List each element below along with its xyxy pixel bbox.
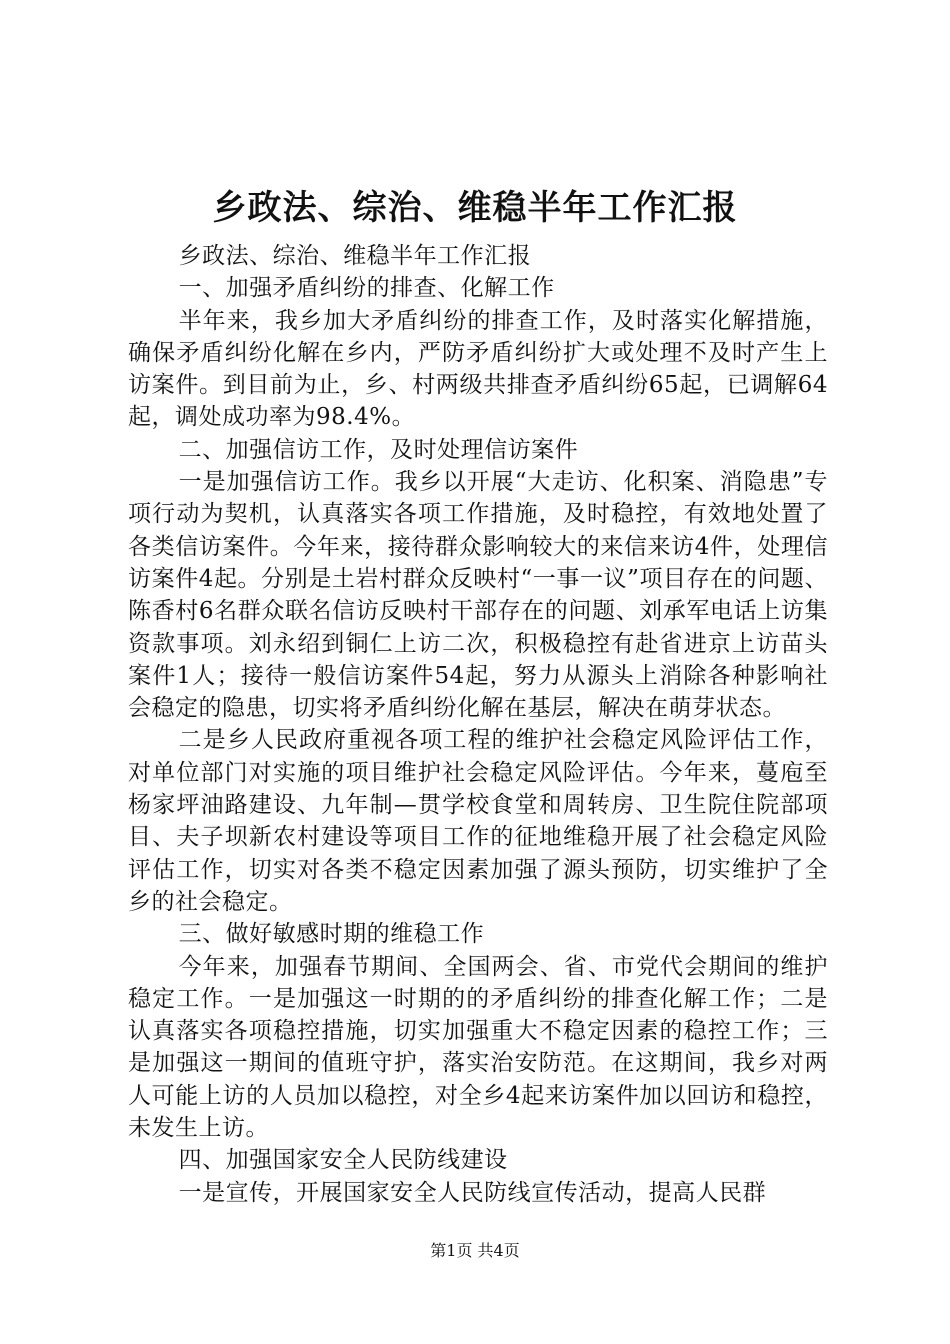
section-heading-1: 一、加强矛盾纠纷的排查、化解工作 (178, 275, 555, 302)
section-heading-3: 三、做好敏感时期的维稳工作 (178, 921, 485, 948)
page-indicator: 第1页 共4页 (430, 1241, 520, 1260)
page-footer (0, 1241, 950, 1261)
paragraph: 一是加强信访工作。我乡以开展“大走访、化积案、消隐患”专项行动为契机，认真落实各项工作措施，及时稳控，有效地处置了各类信访案件。今年来，接待群众影响较大的来信来访4件，处理信访案件4起。分别是土岩村群众反映村“一事一议”项目存在的问题、陈香村6名群众联名信访反映村干部存在的问题、刘承军电话上访集资款事项。刘永绍到铜仁上访二次，积极稳控有赴省进京上访苗头案件1人；接待一般信访案件54起，努力从源头上消除各种影响社会稳定的隐患，切实将矛盾纠纷化解在基层，解决在萌芽状态。 (128, 469, 828, 722)
document-body (128, 240, 828, 1209)
section-heading-4: 四、加强国家安全人民防线建设 (178, 1147, 508, 1174)
paragraph: 今年来，加强春节期间、全国两会、省、市党代会期间的维护稳定工作。一是加强这一时期的的矛盾纠纷的排查化解工作；二是认真落实各项稳控措施，切实加强重大不稳定因素的稳控工作；三是加强这一期间的值班守护，落实治安防范。在这期间，我乡对两人可能上访的人员加以稳控，对全乡4起来访案件加以回访和稳控，未发生上访。 (128, 953, 828, 1142)
document-title: 乡政法、综治、维稳半年工作汇报 (212, 188, 738, 228)
section-heading-2: 二、加强信访工作，及时处理信访案件 (178, 436, 579, 463)
paragraph-heading-repeat: 乡政法、综治、维稳半年工作汇报 (178, 243, 532, 269)
paragraph: 半年来，我乡加大矛盾纠纷的排查工作，及时落实化解措施，确保矛盾纠纷化解在乡内，严防矛盾纠纷扩大或处理不及时产生上访案件。到目前为止，乡、村两级共排查矛盾纠纷65起，已调解64起，调处成功率为98.4%。 (128, 307, 828, 431)
paragraph: 二是乡人民政府重视各项工程的维护社会稳定风险评估工作，对单位部门对实施的项目维护社会稳定风险评估。今年来，蔓庖至杨家坪油路建设、九年制—贯学校食堂和周转房、卫生院住院部项目、夫子坝新农村建设等项目工作的征地维稳开展了社会稳定风险评估工作，切实对各类不稳定因素加强了源头预防，切实维护了全乡的社会稳定。 (128, 727, 828, 915)
paragraph: 一是宣传，开展国家安全人民防线宣传活动，提高人民群 (178, 1179, 767, 1206)
